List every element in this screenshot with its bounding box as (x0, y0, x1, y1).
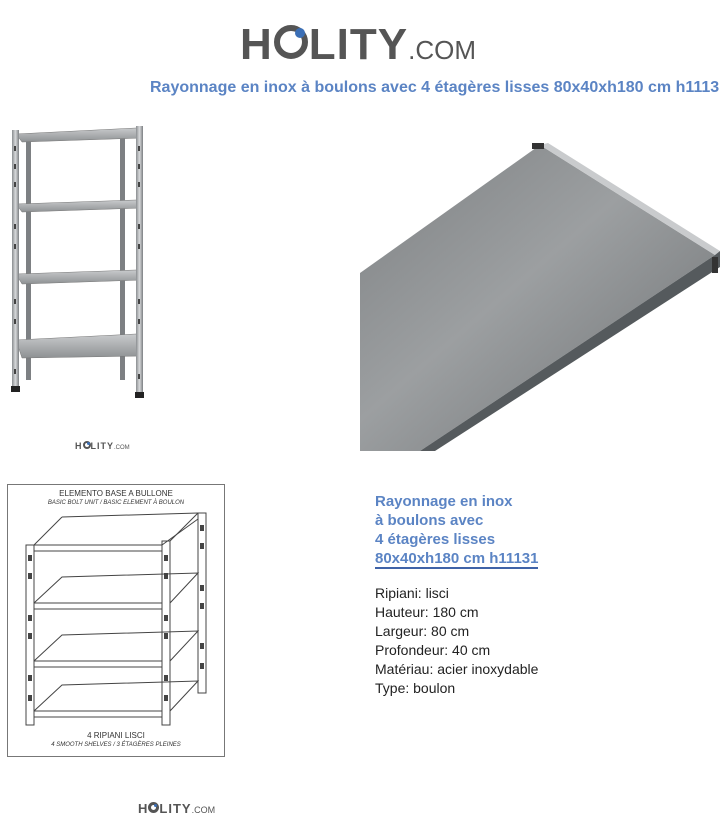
diagram-subcaption: BASIC BOLT UNIT / BASIC ELEMENT À BOULON (47, 500, 185, 506)
logo-o-icon (274, 25, 308, 59)
spec-type: Type: boulon (375, 680, 456, 696)
logo-letter-h: H (138, 801, 149, 816)
logo-letter-h: H (240, 20, 273, 69)
logo-dotcom: .COM (191, 805, 216, 815)
logo-dotcom: .COM (408, 35, 476, 65)
product-heading-link[interactable] (375, 492, 575, 569)
logo-word: LITY (90, 441, 114, 451)
spec-material: Matériau: acier inoxydable (375, 661, 539, 677)
shelving-line-drawing (18, 511, 216, 727)
logo-o-icon (83, 441, 91, 449)
shelf-closeup-photo (360, 143, 720, 451)
spec-width: Largeur: 80 cm (375, 623, 470, 639)
logo-letter-h: H (75, 441, 83, 451)
spec-list (375, 584, 538, 698)
spec-height: Hauteur: 180 cm (375, 604, 479, 620)
product-heading-line: à boulons avec (375, 512, 484, 529)
technical-diagram (7, 484, 225, 757)
logo-word: LITY (159, 801, 192, 816)
logo-o-icon (148, 802, 159, 813)
logo-dotcom: .COM (114, 445, 130, 451)
product-heading-line: Rayonnage en inox (375, 493, 513, 510)
product-heading-line: 80x40xh180 cm h11131 (375, 550, 539, 567)
spec-depth: Profondeur: 40 cm (375, 642, 491, 658)
diagram-caption: ELEMENTO BASE A BULLONE (59, 489, 173, 498)
diagram-shelves-subcaption: 4 SMOOTH SHELVES / 3 ÉTAGÈRES PLEINES (51, 742, 181, 748)
spec-shelves: Ripiani: lisci (375, 585, 449, 601)
diagram-shelves-caption: 4 RIPIANI LISCI (87, 731, 145, 740)
logo-word: LITY (308, 20, 409, 69)
shelving-unit-photo (8, 124, 148, 400)
holity-logo-photo (75, 441, 130, 451)
holity-logo-footer (138, 801, 215, 816)
page-title: Rayonnage en inox à boulons avec 4 étagères lisses 80x40xh180 cm h1113 (150, 79, 720, 96)
holity-logo[interactable] (240, 20, 476, 70)
product-heading-line: 4 étagères lisses (375, 531, 496, 548)
